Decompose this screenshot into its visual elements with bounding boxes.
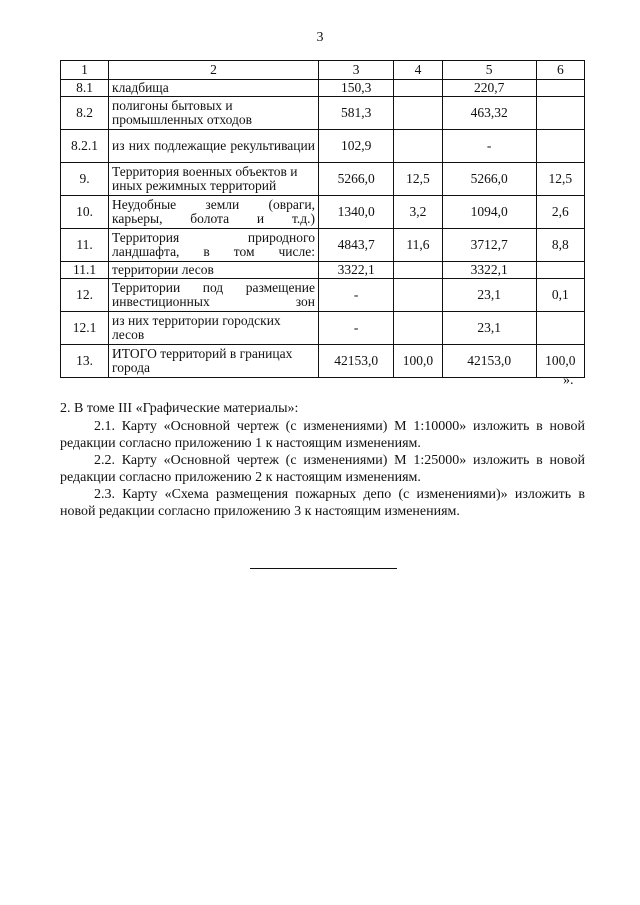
row-name-cell: ИТОГО территорий в границах города: [109, 345, 319, 378]
table-row: [61, 229, 585, 262]
row-name-cell: кладбища: [109, 80, 319, 97]
value-cell-col4: 11,6: [394, 229, 442, 262]
row-number-cell: 12.1: [61, 312, 109, 345]
row-number-cell: 11.1: [61, 262, 109, 279]
row-name-cell: Территория природного ландшафта, в том числе:: [109, 229, 319, 262]
row-number-cell: 12.: [61, 279, 109, 312]
value-cell-col5: 5266,0: [442, 163, 536, 196]
paragraph-2-3: 2.3. Карту «Схема размещения пожарных депо (с изменениями)» изложить в новой редакции согласно приложению 3 к настоящим изменениям.: [60, 487, 585, 519]
table-header-cell: 6: [536, 61, 584, 80]
table-row: [61, 97, 585, 130]
value-cell-col4: 12,5: [394, 163, 442, 196]
value-cell-col5: 1094,0: [442, 196, 536, 229]
value-cell-col6: 12,5: [536, 163, 584, 196]
value-cell-col3: -: [318, 279, 393, 312]
value-cell-col6: 8,8: [536, 229, 584, 262]
table-row: [61, 345, 585, 378]
table-row: [61, 262, 585, 279]
closing-quote-mark: ».: [563, 373, 574, 388]
value-cell-col3: 4843,7: [318, 229, 393, 262]
value-cell-col3: -: [318, 312, 393, 345]
value-cell-col4: 100,0: [394, 345, 442, 378]
value-cell-col6: 2,6: [536, 196, 584, 229]
signature-divider-line: [250, 568, 397, 569]
table-header-row: [61, 61, 585, 80]
table-row: [61, 80, 585, 97]
value-cell-col3: 1340,0: [318, 196, 393, 229]
table-row: [61, 130, 585, 163]
value-cell-col5: 42153,0: [442, 345, 536, 378]
value-cell-col6: 0,1: [536, 279, 584, 312]
value-cell-col6: [536, 312, 584, 345]
value-cell-col4: [394, 80, 442, 97]
value-cell-col6: [536, 97, 584, 130]
value-cell-col5: 3712,7: [442, 229, 536, 262]
row-name-cell: полигоны бытовых и промышленных отходов: [109, 97, 319, 130]
row-number-cell: 13.: [61, 345, 109, 378]
table-header-cell: 2: [109, 61, 319, 80]
row-number-cell: 11.: [61, 229, 109, 262]
table-header-cell: 4: [394, 61, 442, 80]
value-cell-col6: [536, 80, 584, 97]
table-header-cell: 1: [61, 61, 109, 80]
value-cell-col3: 581,3: [318, 97, 393, 130]
table-row: [61, 196, 585, 229]
value-cell-col4: 3,2: [394, 196, 442, 229]
row-number-cell: 8.1: [61, 80, 109, 97]
paragraph-section-2: 2. В томе III «Графические материалы»:: [60, 401, 299, 416]
value-cell-col3: 3322,1: [318, 262, 393, 279]
table-row: [61, 312, 585, 345]
value-cell-col5: 23,1: [442, 279, 536, 312]
paragraph-2-2: 2.2. Карту «Основной чертеж (с изменениями) М 1:25000» изложить в новой редакции согласно приложению 2 к настоящим изменениям.: [60, 453, 585, 485]
value-cell-col3: 102,9: [318, 130, 393, 163]
row-number-cell: 8.2.1: [61, 130, 109, 163]
value-cell-col4: [394, 130, 442, 163]
paragraph-2-1: 2.1. Карту «Основной чертеж (с изменениями) М 1:10000» изложить в новой редакции согласно приложению 1 к настоящим изменениям.: [60, 419, 585, 451]
table-row: [61, 279, 585, 312]
row-number-cell: 10.: [61, 196, 109, 229]
value-cell-col4: [394, 262, 442, 279]
row-name-cell: из них территории городских лесов: [109, 312, 319, 345]
value-cell-col5: 220,7: [442, 80, 536, 97]
table-header-cell: 5: [442, 61, 536, 80]
value-cell-col5: 23,1: [442, 312, 536, 345]
value-cell-col6: [536, 262, 584, 279]
table-row: [61, 163, 585, 196]
value-cell-col4: [394, 97, 442, 130]
row-name-cell: из них подлежащие рекультивации: [109, 130, 319, 163]
value-cell-col4: [394, 279, 442, 312]
value-cell-col6: 100,0: [536, 345, 584, 378]
value-cell-col5: -: [442, 130, 536, 163]
land-use-table: [60, 60, 585, 378]
row-name-cell: Территория военных объектов и иных режимных территорий: [109, 163, 319, 196]
value-cell-col5: 3322,1: [442, 262, 536, 279]
value-cell-col3: 42153,0: [318, 345, 393, 378]
page-number: 3: [316, 30, 324, 45]
value-cell-col4: [394, 312, 442, 345]
table-header-cell: 3: [318, 61, 393, 80]
row-number-cell: 9.: [61, 163, 109, 196]
row-name-cell: Территории под размещение инвестиционных зон: [109, 279, 319, 312]
value-cell-col5: 463,32: [442, 97, 536, 130]
value-cell-col3: 150,3: [318, 80, 393, 97]
row-name-cell: территории лесов: [109, 262, 319, 279]
value-cell-col3: 5266,0: [318, 163, 393, 196]
row-number-cell: 8.2: [61, 97, 109, 130]
row-name-cell: Неудобные земли (овраги, карьеры, болота и т.д.): [109, 196, 319, 229]
table-body: [61, 80, 585, 378]
value-cell-col6: [536, 130, 584, 163]
